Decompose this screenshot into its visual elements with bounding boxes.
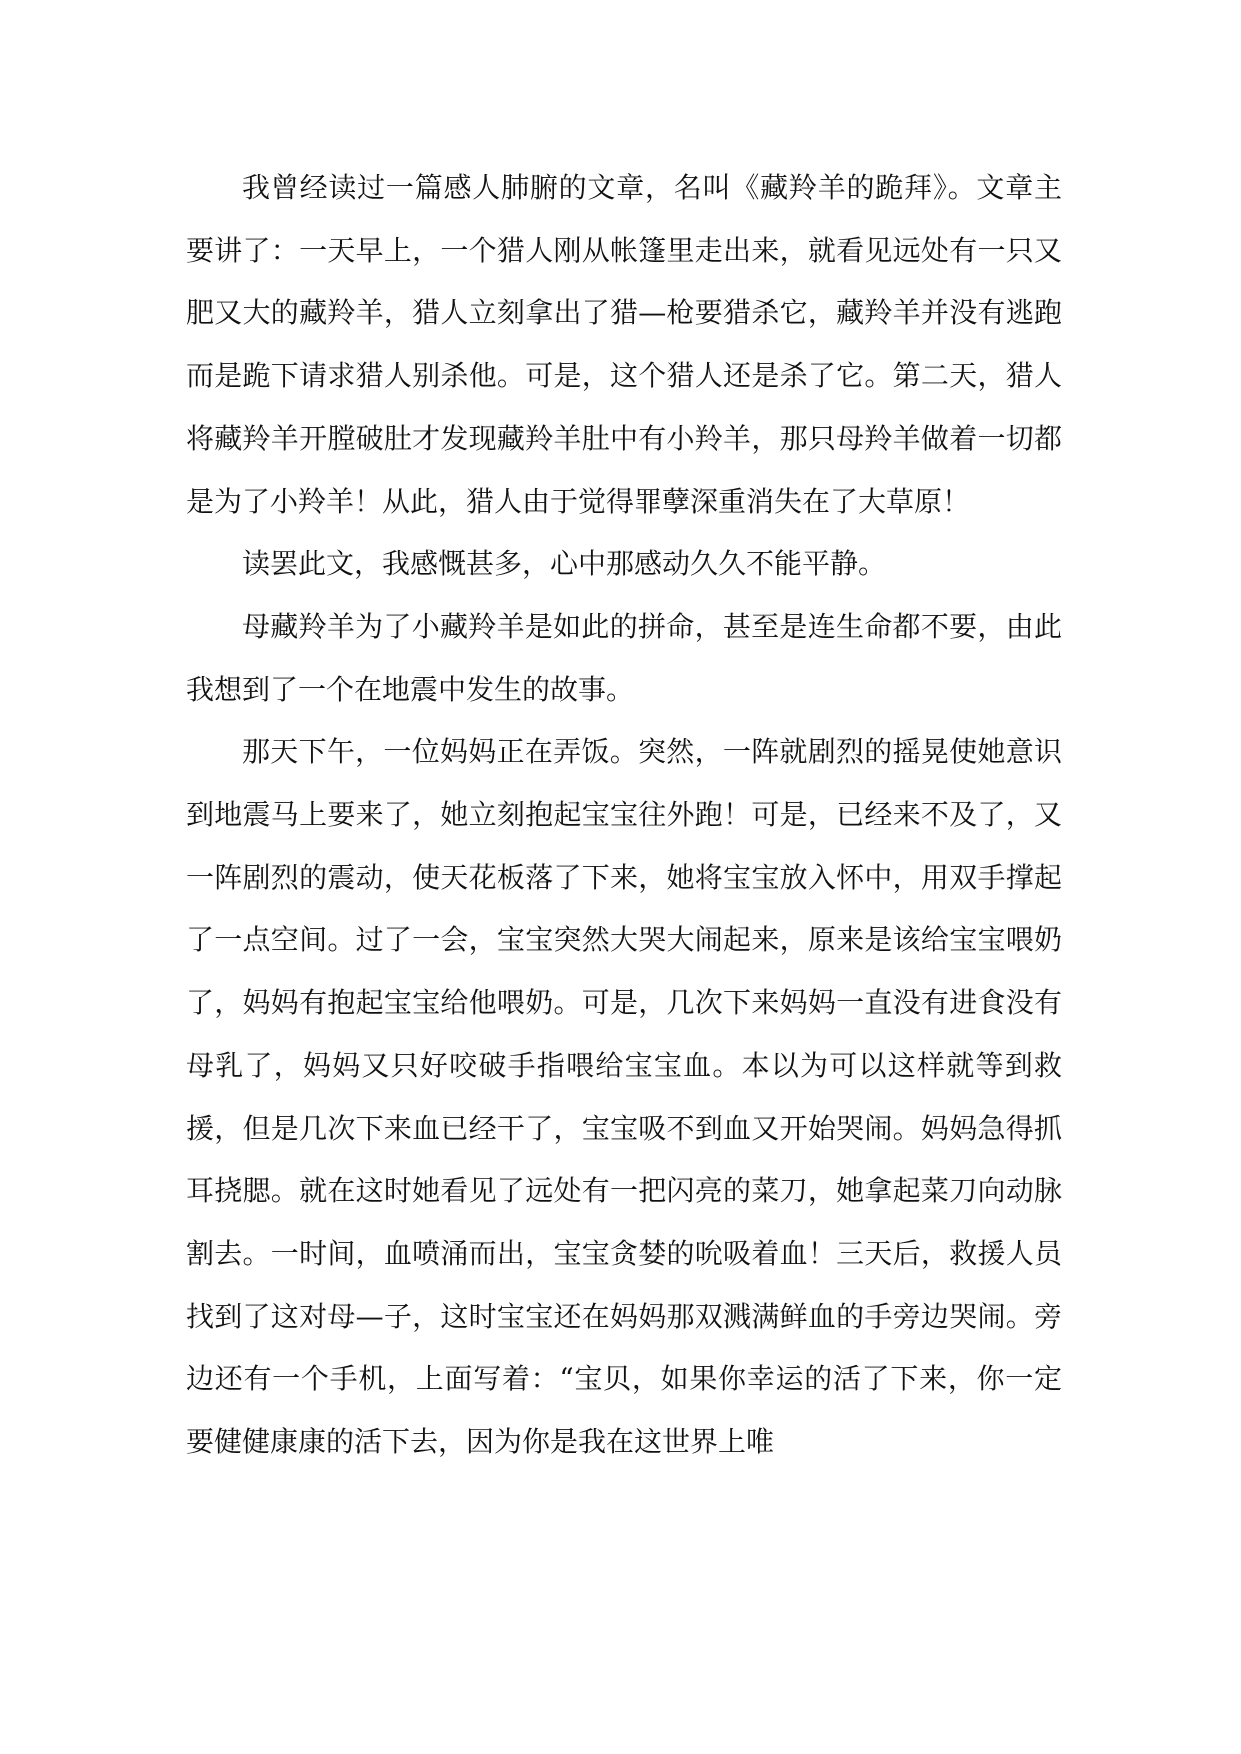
document-body xyxy=(186,157,1062,1474)
paragraph-3: 母藏羚羊为了小藏羚羊是如此的拼命，甚至是连生命都不要，由此我想到了一个在地震中发生的故事。 xyxy=(186,609,1062,706)
paragraph-2: 读罢此文，我感慨甚多，心中那感动久久不能平静。 xyxy=(242,547,887,581)
paragraph-4: 那天下午，一位妈妈正在弄饭。突然，一阵就剧烈的摇晃使她意识到地震马上要来了，她立刻抱起宝宝往外跑！可是，已经来不及了，又一阵剧烈的震动，使天花板落了下来，她将宝宝放入怀中，用双手撑起了一点空间。过了一会，宝宝突然大哭大闹起来，原来是该给宝宝喂奶了，妈妈有抱起宝宝给他喂奶。可是，几次下来妈妈一直没有进食没有母乳了，妈妈又只好咬破手指喂给宝宝血。本以为可以这样就等到救援，但是几次下来血已经干了，宝宝吸不到血又开始哭闹。妈妈急得抓耳挠腮。就在这时她看见了远处有一把闪亮的菜刀，她拿起菜刀向动脉割去。一时间，血喷涌而出，宝宝贪婪的吮吸着血！三天后，救援人员找到了这对母—子，这时宝宝还在妈妈那双溅满鲜血的手旁边哭闹。旁边还有一个手机，上面写着：“宝贝，如果你幸运的活了下来，你一定要健健康康的活下去，因为你是我在这世界上唯 xyxy=(186,735,1062,1459)
paragraph-1: 我曾经读过一篇感人肺腑的文章，名叫《藏羚羊的跪拜》。文章主要讲了：一天早上，一个猎人刚从帐篷里走出来，就看见远处有一只又肥又大的藏羚羊，猎人立刻拿出了猎—枪要猎杀它，藏羚羊并没有逃跑而是跪下请求猎人别杀他。可是，这个猎人还是杀了它。第二天，猎人将藏羚羊开膛破肚才发现藏羚羊肚中有小羚羊，那只母羚羊做着一切都是为了小羚羊！从此，猎人由于觉得罪孽深重消失在了大草原！ xyxy=(186,171,1062,518)
